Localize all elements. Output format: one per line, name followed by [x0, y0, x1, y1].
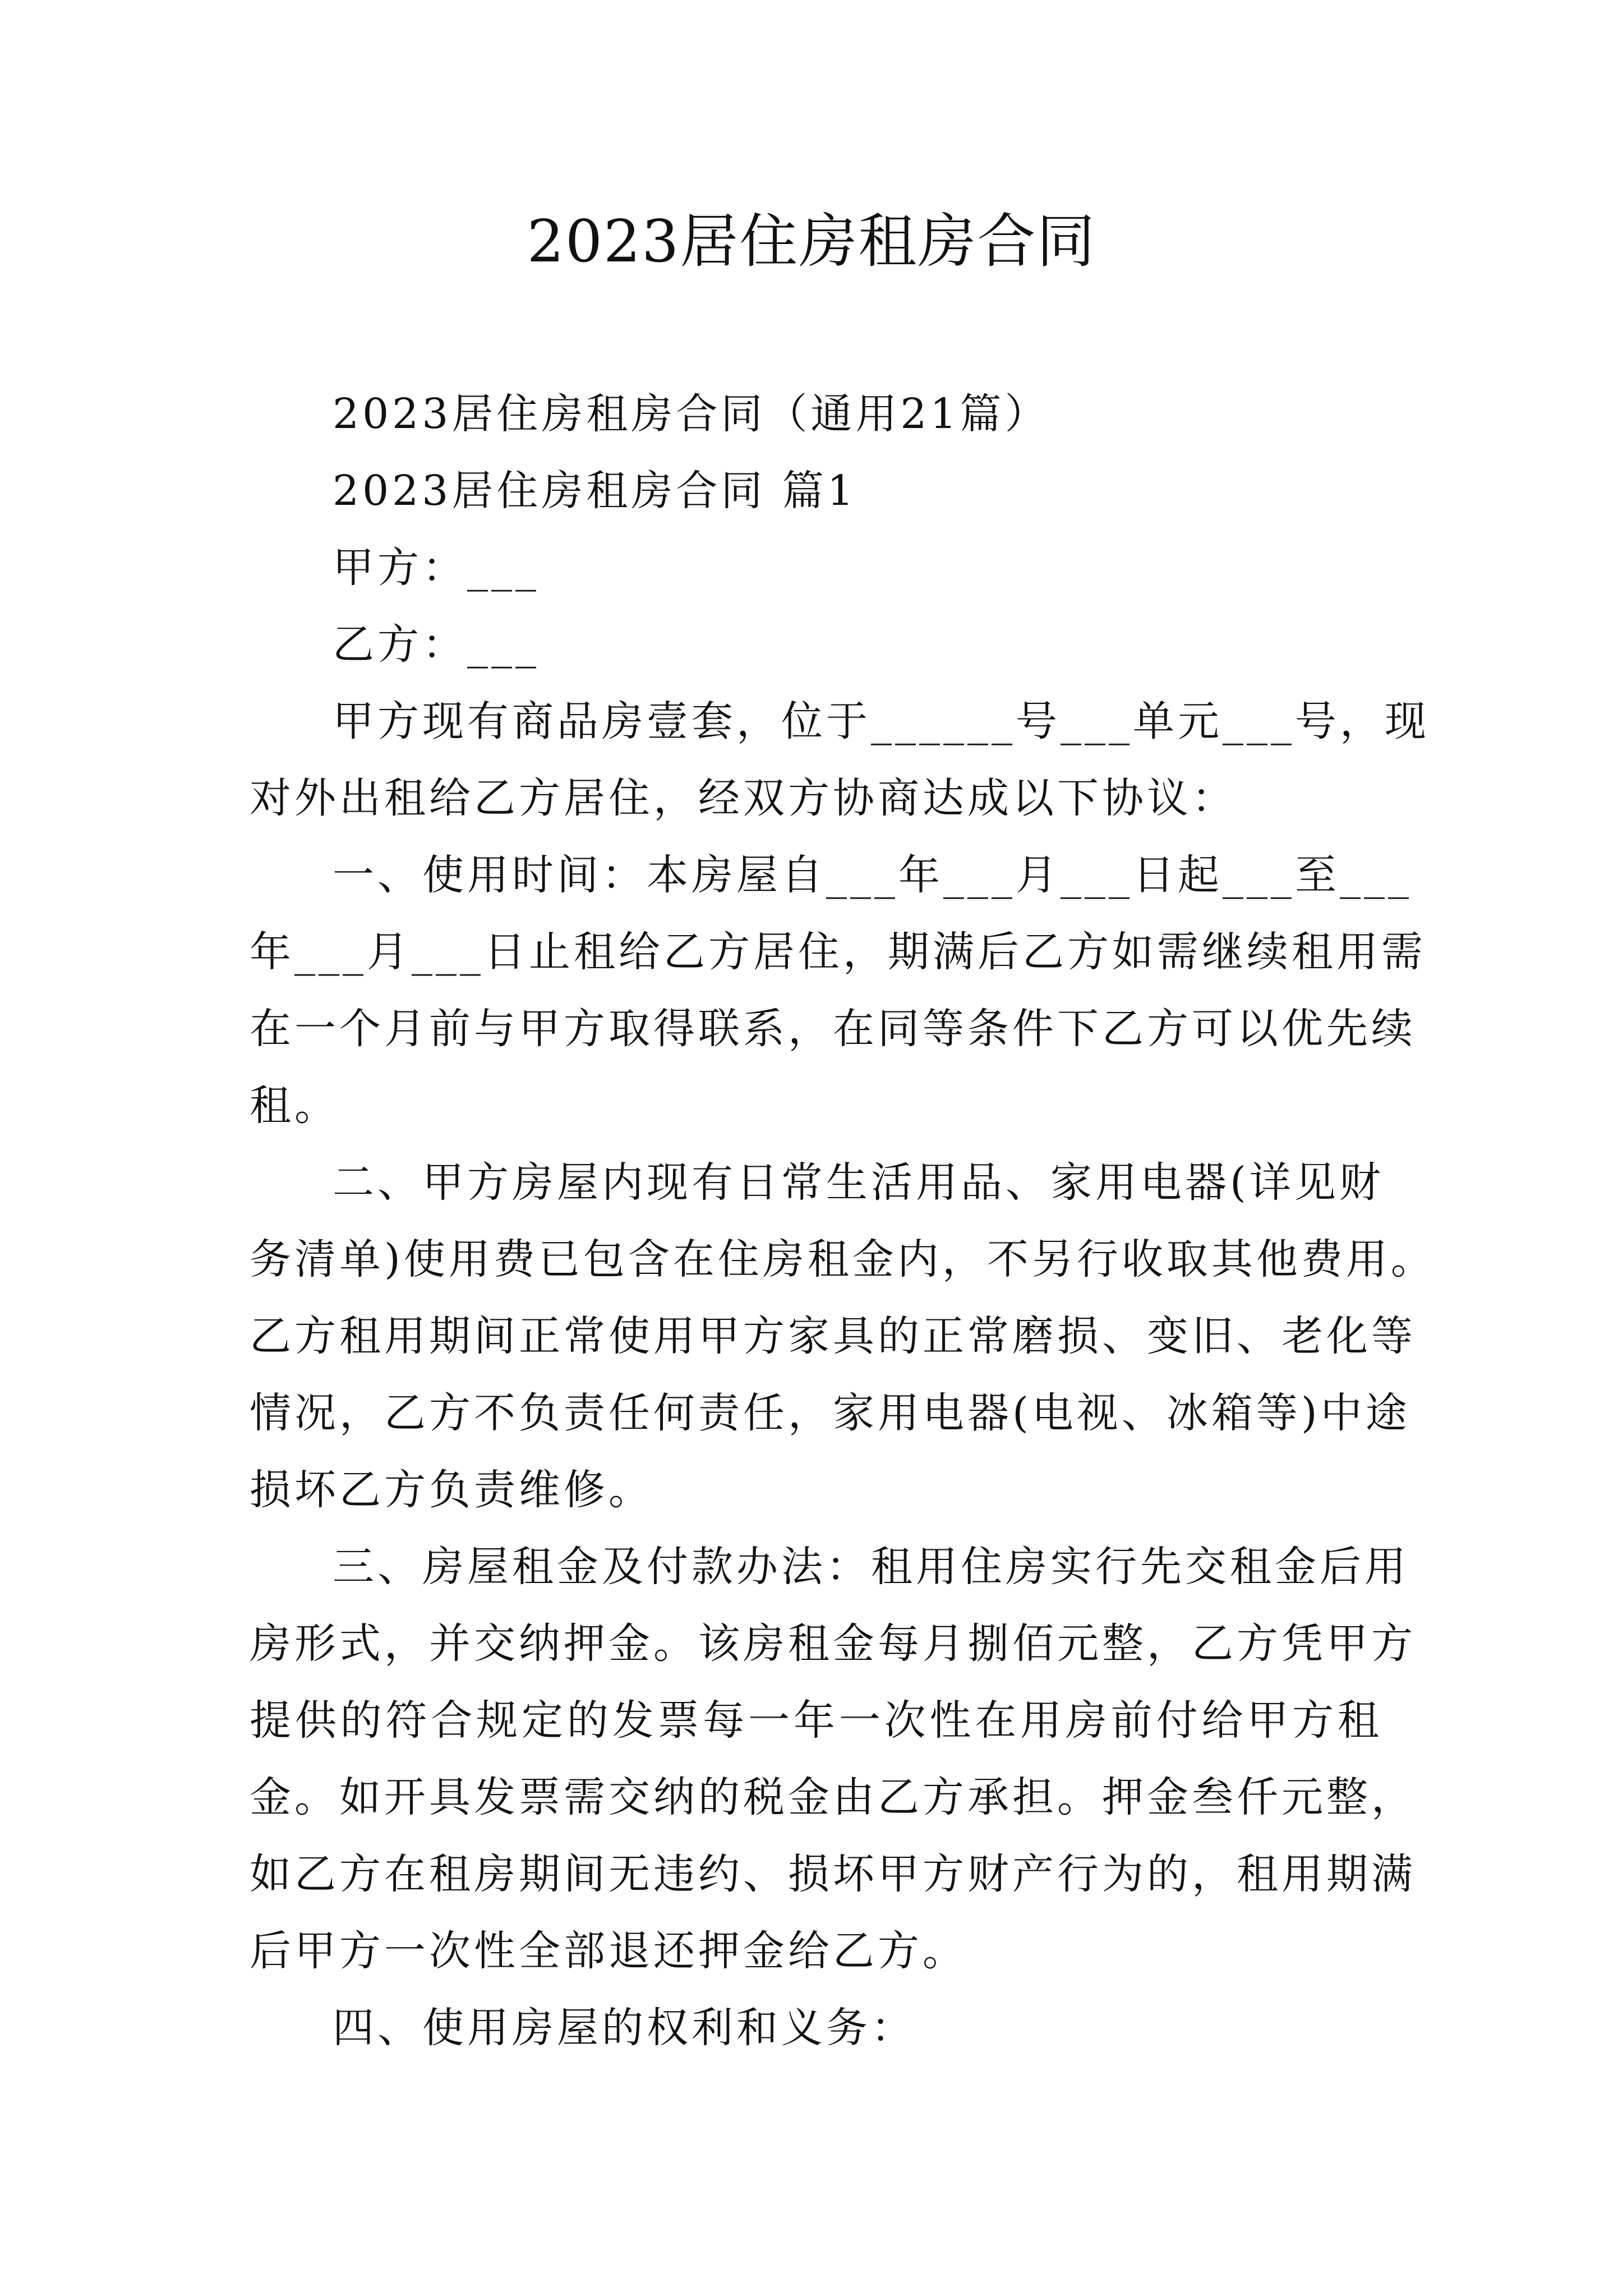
paragraph-line: 提供的符合规定的发票每一年一次性在用房前付给甲方租 — [250, 1696, 1382, 1745]
paragraph-line: 损坏乙方负责维修。 — [250, 1466, 653, 1514]
paragraph-line: 二、甲方房屋内现有日常生活用品、家用电器(详见财 — [333, 1158, 1384, 1207]
paragraph-line: 年___月___日止租给乙方居住，期满后乙方如需继续租用需 — [250, 928, 1426, 976]
paragraph-line: 后甲方一次性全部退还押金给乙方。 — [250, 1927, 967, 1975]
paragraph-line: 金。如开具发票需交纳的税金由乙方承担。押金叁仟元整， — [250, 1773, 1416, 1821]
subtitle-line: 2023居住房租房合同（通用21篇） — [333, 390, 1050, 438]
paragraph-line: 一、使用时间：本房屋自___年___月___日起___至___ — [333, 851, 1412, 899]
party-a-line: 甲方：___ — [333, 544, 540, 592]
document-title: 2023居住房租房合同 — [527, 207, 1096, 275]
paragraph-line: 情况，乙方不负责任何责任，家用电器(电视、冰箱等)中途 — [250, 1389, 1410, 1437]
section-heading: 2023居住房租房合同 篇1 — [333, 467, 857, 515]
paragraph-line: 甲方现有商品房壹套，位于______号___单元___号，现 — [333, 697, 1430, 746]
paragraph-line: 在一个月前与甲方取得联系，在同等条件下乙方可以优先续 — [250, 1005, 1416, 1053]
document-body — [250, 376, 1436, 2067]
paragraph-line: 租。 — [250, 1082, 339, 1130]
paragraph-line: 房形式，并交纳押金。该房租金每月捌佰元整，乙方凭甲方 — [250, 1619, 1416, 1668]
party-b-line: 乙方：___ — [333, 620, 540, 669]
paragraph-line: 三、房屋租金及付款办法：租用住房实行先交租金后用 — [333, 1543, 1409, 1591]
section-heading: 四、使用房屋的权利和义务： — [333, 2004, 916, 2052]
paragraph-line: 如乙方在租房期间无违约、损坏甲方财产行为的，租用期满 — [250, 1850, 1416, 1898]
paragraph-line: 务清单)使用费已包含在住房租金内，不另行收取其他费用。 — [250, 1235, 1436, 1283]
paragraph-line: 乙方租用期间正常使用甲方家具的正常磨损、变旧、老化等 — [250, 1312, 1416, 1360]
paragraph-line: 对外出租给乙方居住，经双方协商达成以下协议： — [250, 774, 1237, 822]
